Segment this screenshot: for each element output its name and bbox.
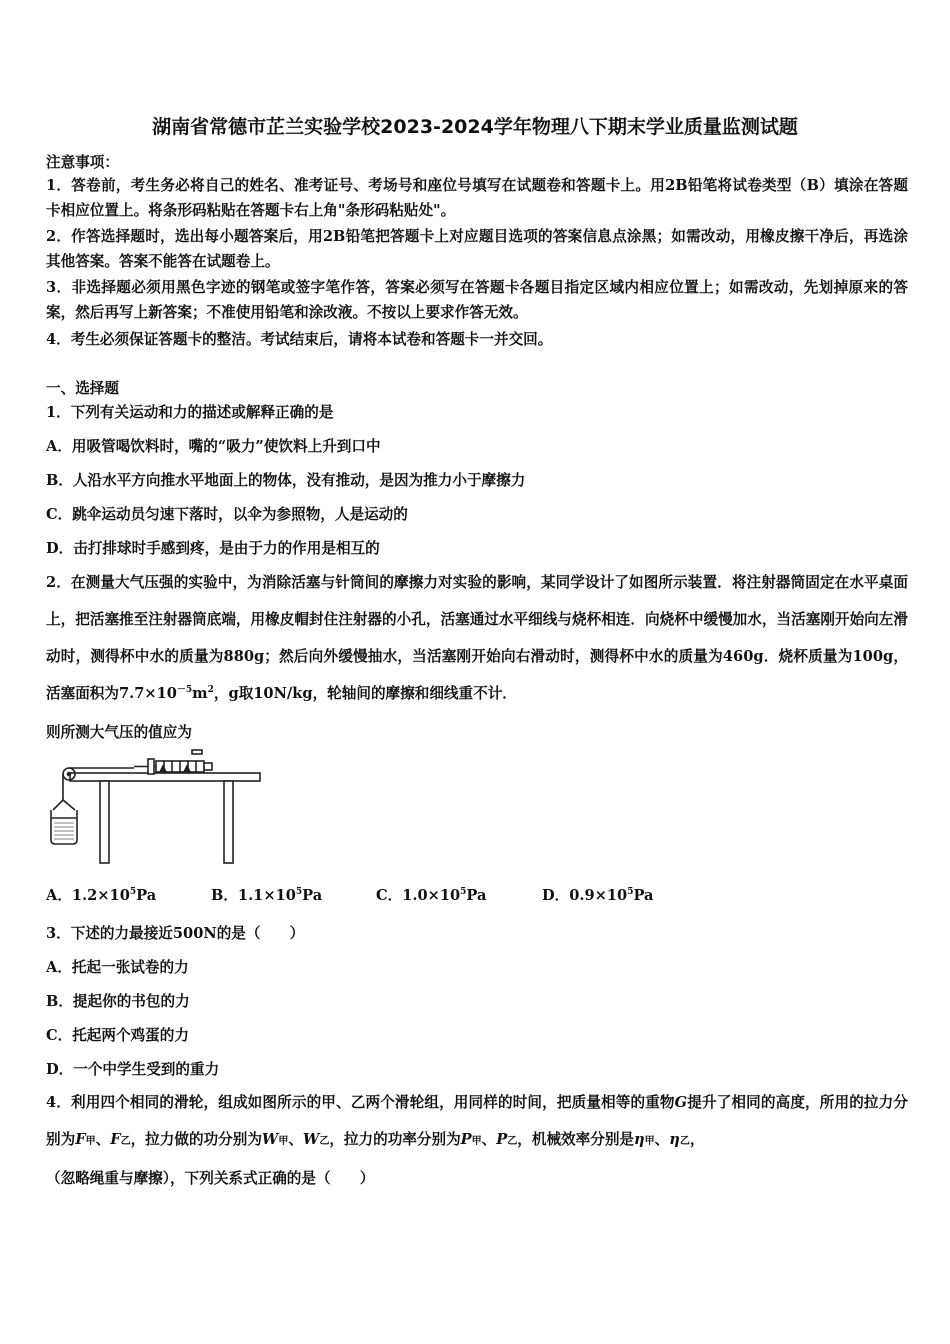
q4-sub-jia-1: 甲: [85, 1136, 96, 1147]
q4-symbol-w-yi: W: [302, 1131, 320, 1148]
q1-option-c: C．跳伞运动员匀速下落时，以伞为参照物，人是运动的: [46, 506, 408, 523]
q4-text-1: 4．利用四个相同的滑轮，组成如图所示的甲、乙两个滑轮组，用同样的时间，把质量相等的重物: [46, 1094, 675, 1111]
q2-stem-d: 则所测大气压的值应为: [46, 724, 192, 741]
q4-symbol-eta-jia: η: [634, 1131, 645, 1148]
q4-sub-yi-4: 乙: [679, 1136, 690, 1147]
q2-option-b-base: B．1.1×10: [211, 887, 296, 904]
q4-sub-jia-2: 甲: [278, 1136, 289, 1147]
notice-item-1: 1．答卷前，考生务必将自己的姓名、准考证号、考场号和座位号填写在试题卷和答题卡上。用2B铅笔将试卷类型（B）填涂在答题卡相应位置上。将条形码粘贴在答题卡右上角"条形码粘贴处"。: [46, 177, 908, 219]
q2-option-c-exp: 5: [460, 887, 467, 897]
q2-option-d-exp: 5: [627, 887, 634, 897]
q2-option-a: [46, 884, 156, 905]
q4-stem: [46, 1084, 908, 1197]
q4-text-7: （忽略绳重与摩擦），下列关系式正确的是（ ）: [46, 1170, 375, 1187]
q4-sub-yi-2: 乙: [319, 1136, 330, 1147]
q2-exp-neg5: －5: [176, 685, 193, 695]
q1-option-d: D．击打排球时手感到疼，是由于力的作用是相互的: [46, 540, 380, 557]
q4-symbol-p-jia: P: [460, 1131, 472, 1148]
q2-option-b: [211, 884, 322, 905]
q2-option-d-base: D．0.9×10: [542, 887, 628, 904]
q4-sub-yi-3: 乙: [507, 1136, 518, 1147]
section-heading: 一、选择题: [46, 380, 119, 397]
q2-option-a-unit: Pa: [136, 887, 157, 904]
q2-option-d-unit: Pa: [633, 887, 654, 904]
q2-option-a-exp: 5: [129, 887, 137, 897]
notice-heading: 注意事项：: [46, 154, 119, 171]
q1-option-b: B．人沿水平方向推水平地面上的物体，没有推动，是因为推力小于摩擦力: [46, 472, 526, 489]
q2-option-c-base: C．1.0×10: [376, 887, 461, 904]
syringe-apparatus-diagram: [44, 748, 264, 866]
q4-sep-3: 、: [481, 1131, 497, 1148]
q3-option-c: C．托起两个鸡蛋的力: [46, 1027, 189, 1044]
q2-option-c: [376, 884, 486, 905]
q4-text-6: ，: [689, 1131, 705, 1148]
q3-option-a: A．托起一张试卷的力: [46, 959, 189, 976]
q4-symbol-f-yi: F: [110, 1131, 121, 1148]
q2-option-d: [542, 884, 654, 905]
q1-option-a: A．用吸管喝饮料时，嘴的“吸力”使饮料上升到口中: [46, 438, 381, 455]
q2-option-b-unit: Pa: [302, 887, 323, 904]
page-title: 湖南省常德市芷兰实验学校2023-2024学年物理八下期末学业质量监测试题: [152, 116, 798, 138]
q4-sep-2: 、: [288, 1131, 303, 1148]
q3-option-b: B．提起你的书包的力: [46, 993, 190, 1010]
q4-text-3: ，拉力做的功分别为: [130, 1131, 262, 1148]
q4-symbol-eta-yi: η: [669, 1131, 680, 1148]
q4-text-5: ，机械效率分别是: [517, 1131, 635, 1148]
q3-stem: 3．下述的力最接近500N的是（ ）: [46, 925, 305, 942]
q2-stem-c: ，g取10N/kg，轮轴间的摩擦和细线重不计．: [213, 685, 517, 702]
q1-stem: 1．下列有关运动和力的描述或解释正确的是: [46, 404, 334, 421]
q2-stem-a: 2．在测量大气压强的实验中，为消除活塞与针筒间的摩擦力对实验的影响，某同学设计了如图所示装置．将注射器筒固定在水平桌面上，把活塞推至注射器筒底端，用橡皮帽封住注射器的小孔，活塞通过水平细线与烧杯相连．向烧杯中缓慢加水，当活塞刚开始向左滑动时，测得杯中水的质量为880g；然后向外缓慢抽水，当活塞刚开始向右滑动时，测得杯中水的质量为460g．烧杯质量为100g，活塞面积为7.7×10: [46, 574, 908, 702]
q4-symbol-g: G: [674, 1094, 688, 1111]
q2-option-c-unit: Pa: [466, 887, 487, 904]
q2-option-a-base: A．1.2×10: [46, 887, 130, 904]
q4-text-2: 提升了相同的高度，所用的拉力分别为: [46, 1094, 908, 1148]
q4-sub-jia-4: 甲: [644, 1136, 655, 1147]
q4-sub-jia-3: 甲: [471, 1136, 482, 1147]
q4-sep-4: 、: [654, 1131, 670, 1148]
q4-text-4: ，拉力的功率分别为: [329, 1131, 461, 1148]
q4-sep-1: 、: [95, 1131, 111, 1148]
notice-item-2: 2．作答选择题时，选出每小题答案后，用2B铅笔把答题卡上对应题目选项的答案信息点涂黑；如需改动，用橡皮擦干净后，再选涂其他答案。答案不能答在试题卷上。: [46, 228, 908, 270]
q2-stem: [46, 564, 908, 712]
q4-symbol-f-jia: F: [75, 1131, 86, 1148]
q4-symbol-p-yi: P: [496, 1131, 508, 1148]
q2-exp-2: 2: [207, 685, 214, 695]
q2-option-b-exp: 5: [295, 887, 303, 897]
q4-symbol-w-jia: W: [261, 1131, 279, 1148]
q2-stem-b: m: [192, 685, 208, 702]
q3-option-d: D．一个中学生受到的重力: [46, 1061, 220, 1078]
notice-item-3: 3．非选择题必须用黑色字迹的钢笔或签字笔作答，答案必须写在答题卡各题目指定区域内相应位置上；如需改动，先划掉原来的答案，然后再写上新答案；不准使用铅笔和涂改液。不按以上要求作答无效。: [46, 279, 908, 321]
q4-sub-yi-1: 乙: [120, 1136, 131, 1147]
notice-item-4: 4．考生必须保证答题卡的整洁。考试结束后，请将本试卷和答题卡一并交回。: [46, 331, 553, 348]
